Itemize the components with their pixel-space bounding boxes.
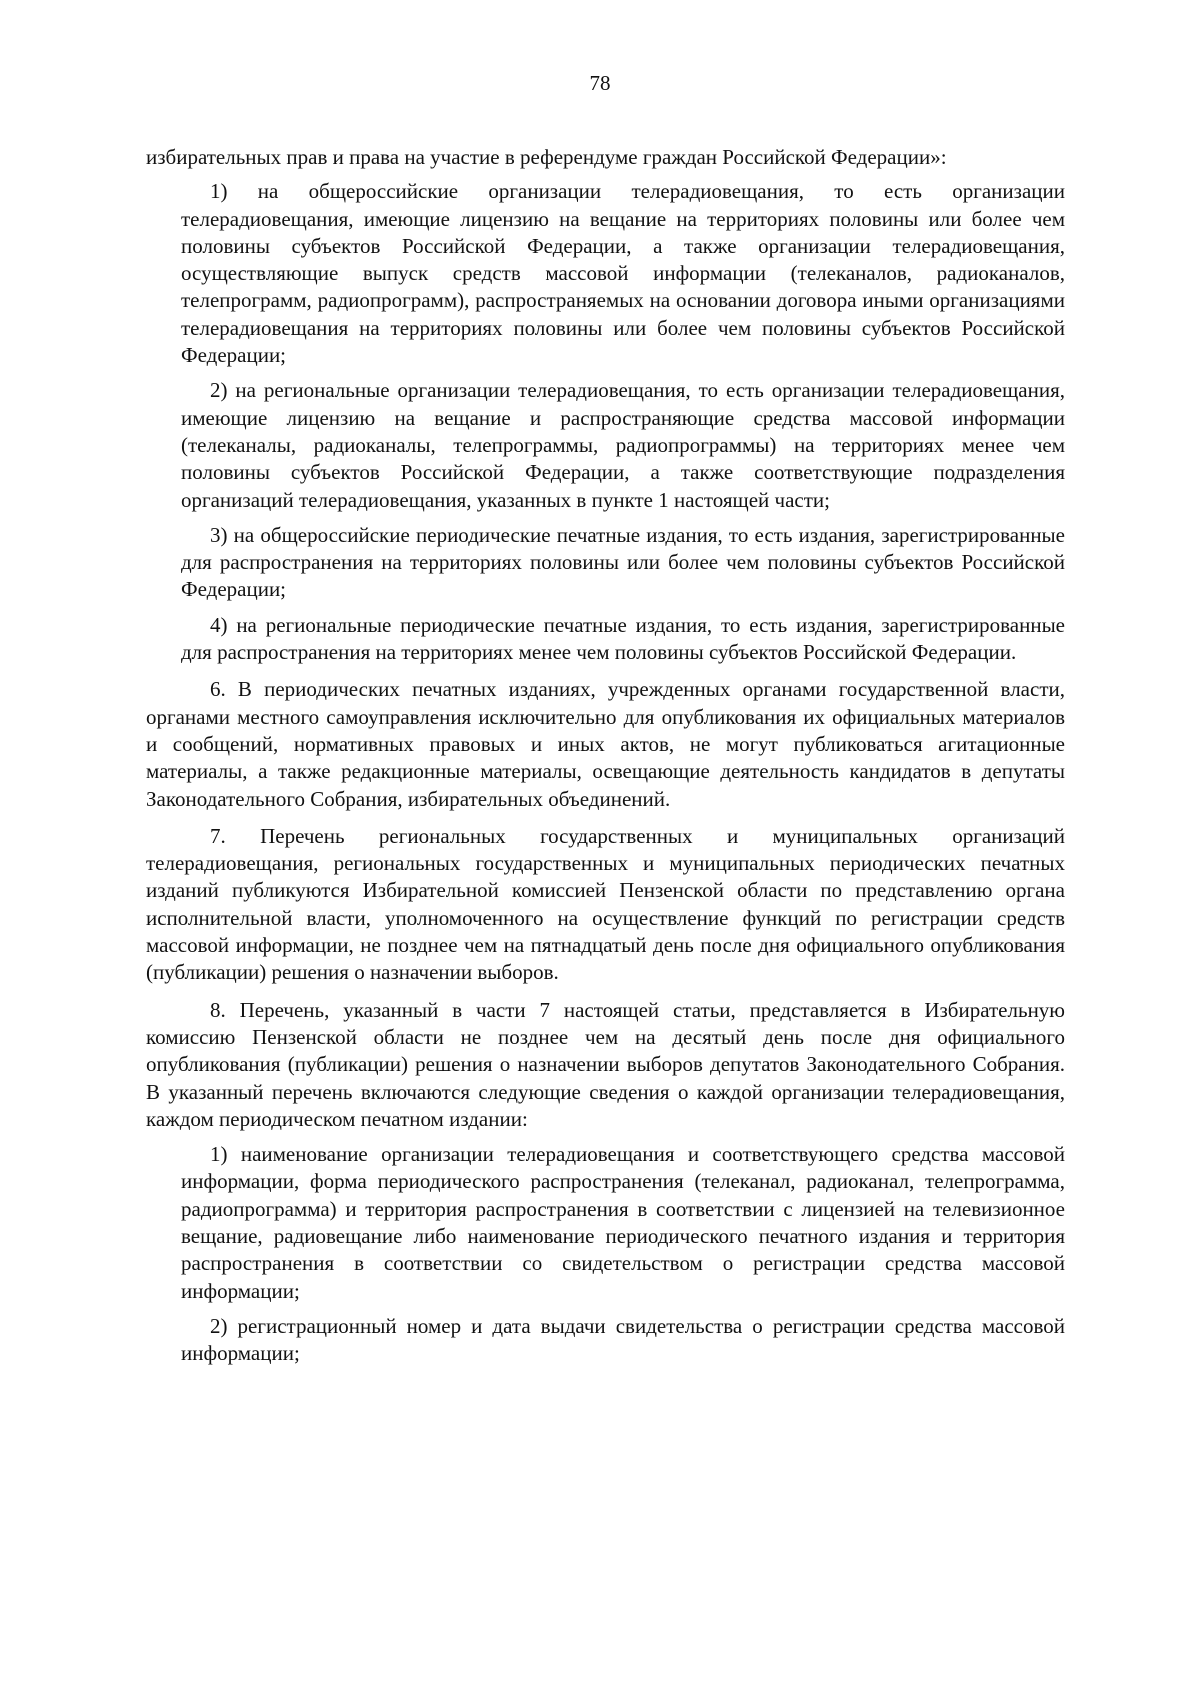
list-item-3: 3) на общероссийские периодические печатные издания, то есть издания, зарегистрированные для распространения на территориях половины или более чем половины субъектов Российской Федерации; (181, 522, 1065, 602)
paragraph-7: 7. Перечень региональных государственных и муниципальных организаций телерадиовещания, региональных государственных и муниципальных периодических печатных изданий публикуются Избирательной комиссией Пензенской области по представлению органа исполнительной власти, уполномоченного на осуществление функций по регистрации средств массовой информации, не позднее чем на пятнадцатый день после дня официального опубликования (публикации) решения о назначении выборов. (146, 823, 1065, 985)
list-item-8-2: 2) регистрационный номер и дата выдачи свидетельства о регистрации средства массовой информации; (181, 1313, 1065, 1366)
list-item-4: 4) на региональные периодические печатные издания, то есть издания, зарегистрированные для распространения на территориях менее чем половины субъектов Российской Федерации. (181, 612, 1065, 665)
page-number: 78 (589, 71, 611, 95)
paragraph-6: 6. В периодических печатных изданиях, учрежденных органами государственной власти, органами местного самоуправления исключительно для опубликования их официальных материалов и сообщений, нормативных правовых и иных актов, не могут публиковаться агитационные материалы, а также редакционные материалы, освещающие деятельность кандидатов в депутаты Законодательного Собрания, избирательных объединений. (146, 677, 1065, 811)
list-item-8-1: 1) наименование организации телерадиовещания и соответствующего средства массовой информации, форма периодического распространения (телеканал, радиоканал, телепрограмма, радиопрограмма) и территория распространения в соответствии с лицензией на телевизионное вещание, радиовещание либо наименование периодического печатного издания и территория распространения в соответствии со свидетельством о регистрации средства массовой информации; (181, 1142, 1065, 1303)
document-body (146, 144, 1065, 1375)
paragraph-8: 8. Перечень, указанный в части 7 настоящей статьи, представляется в Избирательную комиссию Пензенской области не позднее чем на десятый день после дня официального опубликования (публикации) решения о назначении выборов депутатов Законодательного Собрания. В указанный перечень включаются следующие сведения о каждой организации телерадиовещания, каждом периодическом печатном издании: (146, 997, 1065, 1131)
list-item-1: 1) на общероссийские организации телерадиовещания, то есть организации телерадиовещания, имеющие лицензию на вещание на территориях половины или более чем половины субъектов Российской Федерации, а также организации телерадиовещания, осуществляющие выпуск средств массовой информации (телеканалов, радиоканалов, телепрограмм, радиопрограмм), распространяемых на основании договора иными организациями телерадиовещания на территориях половины или более чем половины субъектов Российской Федерации; (181, 179, 1065, 368)
paragraph-continuation: избирательных прав и права на участие в референдуме граждан Российской Федерации»: (146, 145, 947, 169)
list-item-2: 2) на региональные организации телерадиовещания, то есть организации телерадиовещания, имеющие лицензию на вещание и распространяющие средства массовой информации (телеканалы, радиоканалы, телепрограммы, радиопрограммы) на территориях менее чем половины субъектов Российской Федерации, а также соответствующие подразделения организаций телерадиовещания, указанных в пункте 1 настоящей части; (181, 378, 1065, 512)
